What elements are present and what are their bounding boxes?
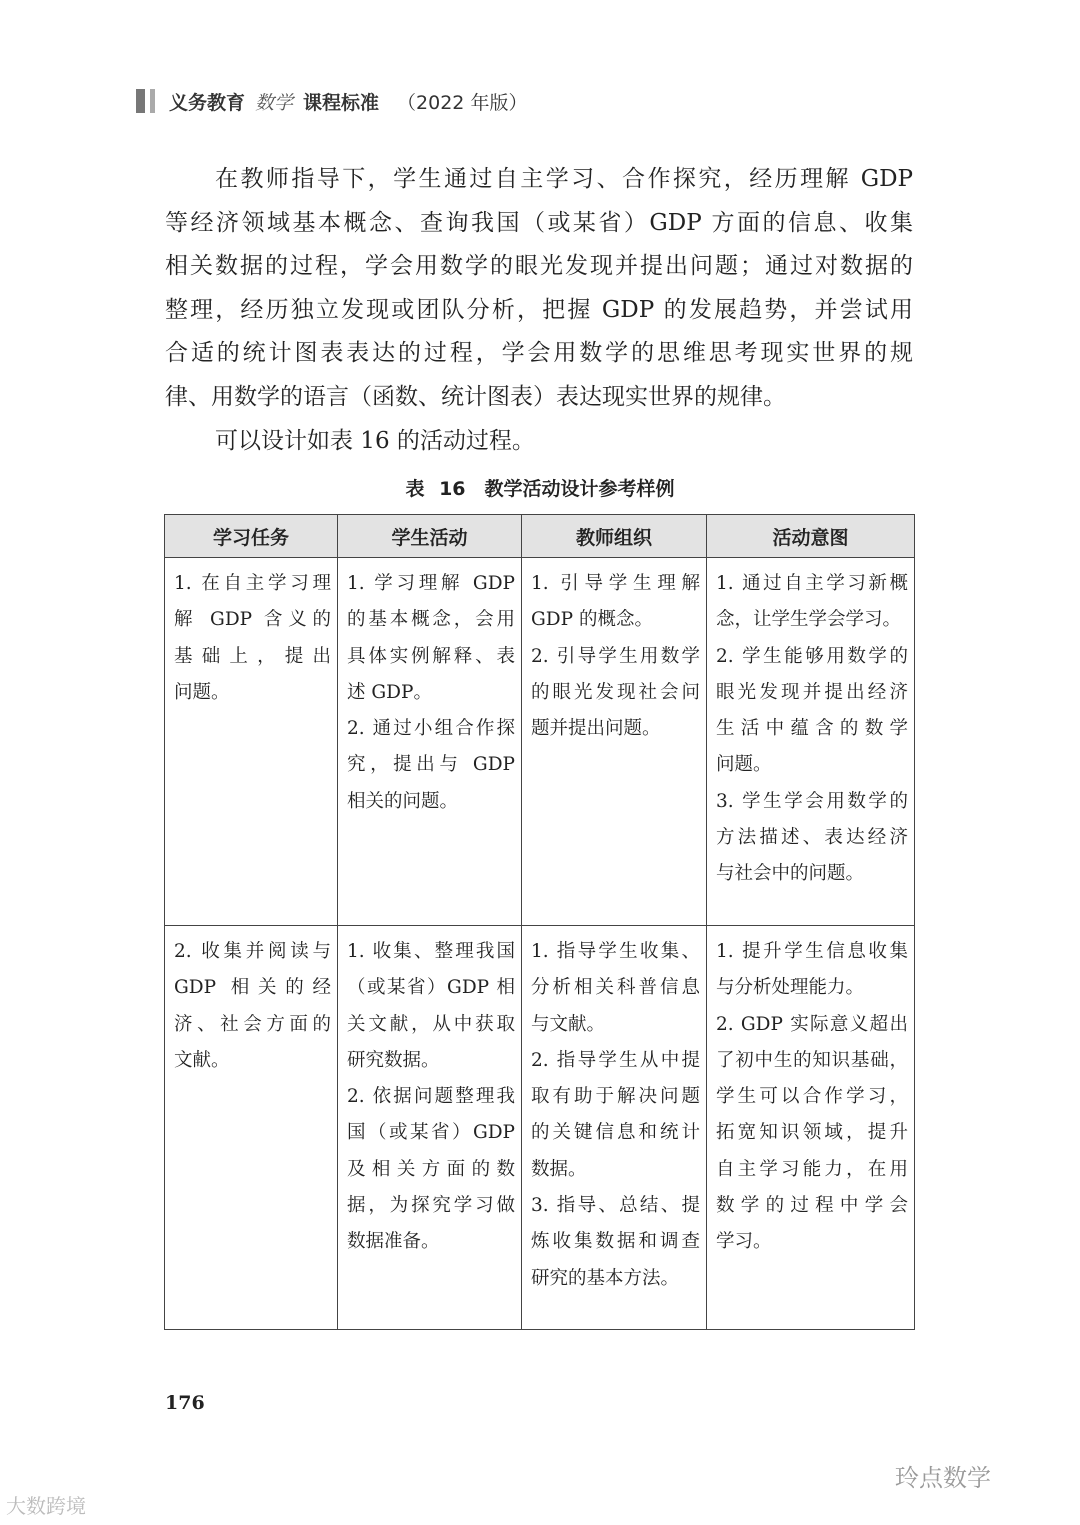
table-cell: [707, 558, 915, 926]
cell-line: 研究的基本方法。: [531, 1267, 680, 1289]
cell-line: 数学的过程中学会: [716, 1195, 908, 1217]
cell-line: 拓宽知识领域，提升: [716, 1122, 908, 1144]
cell-line: 与文献。: [531, 1013, 606, 1035]
cell-line: GDP 的概念。: [531, 609, 653, 631]
cell-line: 文献。: [174, 1049, 230, 1071]
cell-line: 1. 收集、整理我国: [347, 941, 515, 962]
cell-line: 具体实例解释、表: [347, 645, 515, 667]
header-bar-mark: [150, 89, 155, 113]
paragraph-line: 可以设计如表 16 的活动过程。: [215, 427, 535, 454]
paragraph-line: 等经济领域基本概念、查询我国（或某省）GDP 方面的信息、收集: [165, 209, 913, 236]
cell-line: 与分析处理能力。: [716, 977, 865, 999]
activity-table: [164, 514, 915, 1330]
paragraph-line: 律、用数学的语言（函数、统计图表）表达现实世界的规律。: [165, 383, 786, 410]
cell-line: 方法描述、表达经济: [716, 827, 908, 849]
paragraph-line: 在教师指导下，学生通过自主学习、合作探究，经历理解 GDP: [215, 166, 913, 192]
header-edition: （2022 年版）: [397, 91, 528, 114]
cell-line: 1. 提升学生信息收集: [716, 941, 908, 962]
table-cell: [338, 558, 522, 926]
table-cell: [522, 558, 707, 926]
body-paragraph: [165, 158, 913, 463]
cell-line: 述 GDP。: [347, 681, 432, 703]
cell-line: 2. 收集并阅读与: [174, 941, 331, 962]
cell-line: 相关的问题。: [347, 790, 459, 812]
table-cell: [522, 926, 707, 1330]
cell-line: 问题。: [716, 754, 772, 776]
cell-line: 研究数据。: [347, 1049, 440, 1071]
cell-line: 自主学习能力，在用: [716, 1158, 908, 1180]
table-cell: [165, 926, 338, 1330]
header-cell: 学习任务: [165, 515, 338, 558]
paragraph-line: 整理，经历独立发现或团队分析，把握 GDP 的发展趋势，并尝试用: [165, 296, 913, 323]
header-book: 义务教育: [169, 91, 246, 114]
cell-line: GDP 相关的经: [174, 977, 331, 999]
cell-line: 2. 学生能够用数学的: [716, 645, 908, 667]
running-header: [136, 86, 527, 116]
cell-line: 的基本概念，会用: [347, 609, 515, 631]
page-number: 176: [165, 1392, 205, 1414]
header-cell: 活动意图: [707, 515, 915, 558]
table-cell: [338, 926, 522, 1330]
watermark-left: 大数跨境: [6, 1494, 86, 1518]
cell-line: 与社会中的问题。: [716, 863, 865, 885]
cell-line: 1. 指导学生收集、: [531, 941, 700, 962]
cell-line: 眼光发现并提出经济: [716, 681, 908, 703]
cell-line: 国（或某省）GDP: [347, 1122, 515, 1144]
cell-line: 2. 引导学生用数学: [531, 645, 700, 667]
table-row: [165, 558, 915, 926]
paragraph-line: 合适的统计图表表达的过程，学会用数学的思维思考现实世界的规: [165, 340, 913, 367]
cell-line: 学习。: [716, 1231, 772, 1253]
watermark-right: 玲点数学: [895, 1464, 991, 1492]
cell-line: 1. 学习理解 GDP: [347, 573, 515, 594]
cell-line: 题并提出问题。: [531, 718, 661, 740]
cell-line: 生活中蕴含的数学: [716, 718, 908, 740]
cell-line: 究，提出与 GDP: [347, 754, 515, 776]
cell-line: 炼收集数据和调查: [531, 1231, 700, 1253]
header-cell: 学生活动: [338, 515, 522, 558]
cell-line: 解 GDP 含义的: [174, 609, 331, 631]
table-header-row: [165, 515, 915, 558]
cell-line: 及相关方面的数: [347, 1158, 515, 1180]
cell-line: 3. 指导、总结、提: [531, 1195, 700, 1217]
cell-line: 的关键信息和统计: [531, 1122, 700, 1144]
cell-line: 取有助于解决问题: [531, 1086, 700, 1108]
cell-line: 2. GDP 实际意义超出: [716, 1013, 908, 1035]
cell-line: 基础上，提出: [174, 645, 331, 667]
cell-line: 数据准备。: [347, 1231, 440, 1253]
header-cell: 教师组织: [522, 515, 707, 558]
cell-line: 1. 在自主学习理: [174, 573, 331, 594]
cell-line: 2. 通过小组合作探: [347, 718, 515, 740]
cell-line: 3. 学生学会用数学的: [716, 790, 908, 812]
table-row: [165, 926, 915, 1330]
header-subject: 数学: [255, 91, 294, 114]
header-bar-mark: [136, 89, 145, 113]
table-cell: [707, 926, 915, 1330]
cell-line: 问题。: [174, 681, 230, 703]
cell-line: 的眼光发现社会问: [531, 681, 700, 703]
cell-line: 关文献，从中获取: [347, 1013, 515, 1035]
table-cell: [165, 558, 338, 926]
cell-line: 数据。: [531, 1158, 587, 1180]
cell-line: 济、社会方面的: [174, 1013, 331, 1035]
cell-line: 据，为探究学习做: [347, 1195, 515, 1217]
header-title: 课程标准: [303, 91, 380, 114]
cell-line: 1. 通过自主学习新概: [716, 573, 908, 594]
cell-line: 2. 依据问题整理我: [347, 1086, 515, 1108]
cell-line: 1. 引导学生理解: [531, 573, 700, 594]
cell-line: （或某省）GDP 相: [347, 977, 515, 999]
cell-line: 2. 指导学生从中提: [531, 1049, 700, 1071]
table-caption: 表 16 教学活动设计参考样例: [405, 478, 675, 500]
cell-line: 念，让学生学会学习。: [716, 609, 902, 631]
cell-line: 分析相关科普信息: [531, 977, 700, 999]
cell-line: 了初中生的知识基础，: [716, 1049, 908, 1071]
cell-line: 学生可以合作学习，: [716, 1086, 908, 1108]
paragraph-line: 相关数据的过程，学会用数学的眼光发现并提出问题；通过对数据的: [165, 253, 913, 280]
